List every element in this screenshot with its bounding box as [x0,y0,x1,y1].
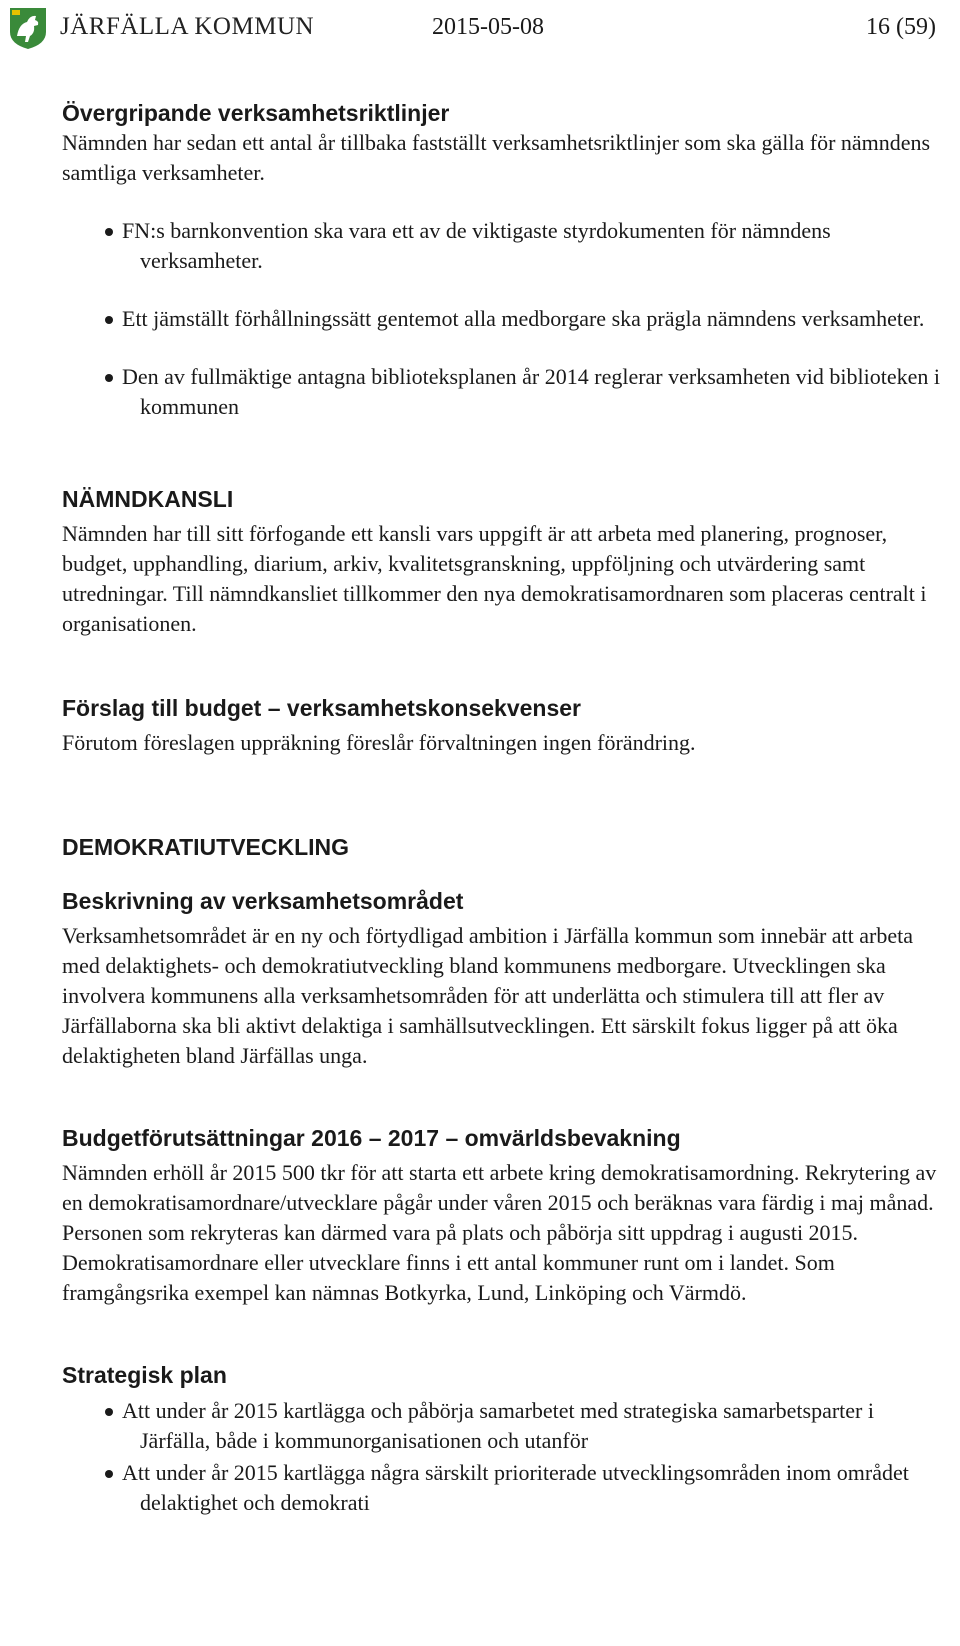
bullet-dot-icon [105,316,113,324]
bullet-list [62,216,942,422]
paragraph: Förutom föreslagen uppräkning föreslår förvaltningen ingen förändring. [62,730,696,755]
bullet-dot-icon [105,374,113,382]
list-item: Att under år 2015 kartlägga några särskilt prioriterade utvecklingsområden inom området delaktighet och demokrati [62,1458,942,1518]
document-body [62,98,942,1518]
bullet-list [62,1396,942,1518]
list-item: Att under år 2015 kartlägga och påbörja samarbetet med strategiska samarbetsparter i Järfälla, både i kommunorganisationen och utanför [62,1396,942,1456]
page-number: 16 (59) [866,14,936,40]
bullet-dot-icon [105,1408,113,1416]
section-title: NÄMNDKANSLI [62,486,234,512]
paragraph: Nämnden har till sitt förfogande ett kansli vars uppgift är att arbeta med planering, prognoser, budget, upphandling, diarium, arkiv, kvalitetsgranskning, uppföljning och utvärdering samt utredningar. Till nämndkansliet tillkommer den nya demokratisamordnaren som placeras centralt i organisationen. [62,521,927,636]
list-item: FN:s barnkonvention ska vara ett av de viktigaste styrdokumenten för nämndens verksamheter. [62,216,942,276]
section-title: Förslag till budget – verksamhetskonsekvenser [62,695,581,721]
paragraph: Nämnden erhöll år 2015 500 tkr för att starta ett arbete kring demokratisamordning. Rekrytering av en demokratisamordnare/utvecklare pågår under våren 2015 och beräknas vara färdig i maj månad. Personen som rekryteras kan därmed vara på plats och påbörja sitt uppdrag i augusti 2015. Demokratisamordnare eller utvecklare finns i ett antal kommuner runt om i landet. Som framgångsrika exempel kan nämnas Botkyrka, Lund, Linköping och Värmdö. [62,1160,937,1305]
list-item: Den av fullmäktige antagna biblioteksplanen år 2014 reglerar verksamheten vid biblioteken i kommunen [62,362,942,422]
brand-name: JÄRFÄLLA KOMMUN [60,13,315,40]
jarfalla-crest-icon [8,6,48,50]
section-title: Budgetförutsättningar 2016 – 2017 – omvärldsbevakning [62,1125,681,1151]
section-title: DEMOKRATIUTVECKLING [62,834,350,860]
list-item: Ett jämställt förhållningssätt gentemot alla medborgare ska prägla nämndens verksamheter. [62,304,942,334]
bullet-dot-icon [105,228,113,236]
paragraph: Verksamhetsområdet är en ny och förtydligad ambition i Järfälla kommun som innebär att arbeta med delaktighets- och demokratiutveckling bland kommunens medborgare. Utvecklingen ska involvera kommunens alla verksamhetsområden för att underlätta och stimulera till att fler av Järfällaborna ska bli aktivt delaktiga i samhällsutvecklingen. Ett särskilt fokus ligger på att öka delaktigheten bland Järfällas unga. [62,923,914,1068]
section-title: Övergripande verksamhetsriktlinjer [62,100,450,126]
page-header [0,0,960,60]
section-title: Strategisk plan [62,1362,227,1388]
document-date: 2015-05-08 [432,14,544,40]
paragraph: Nämnden har sedan ett antal år tillbaka fastställt verksamhetsriktlinjer som ska gälla för nämndens samtliga verksamheter. [62,130,931,185]
bullet-dot-icon [105,1470,113,1478]
section-title: Beskrivning av verksamhetsområdet [62,888,464,914]
